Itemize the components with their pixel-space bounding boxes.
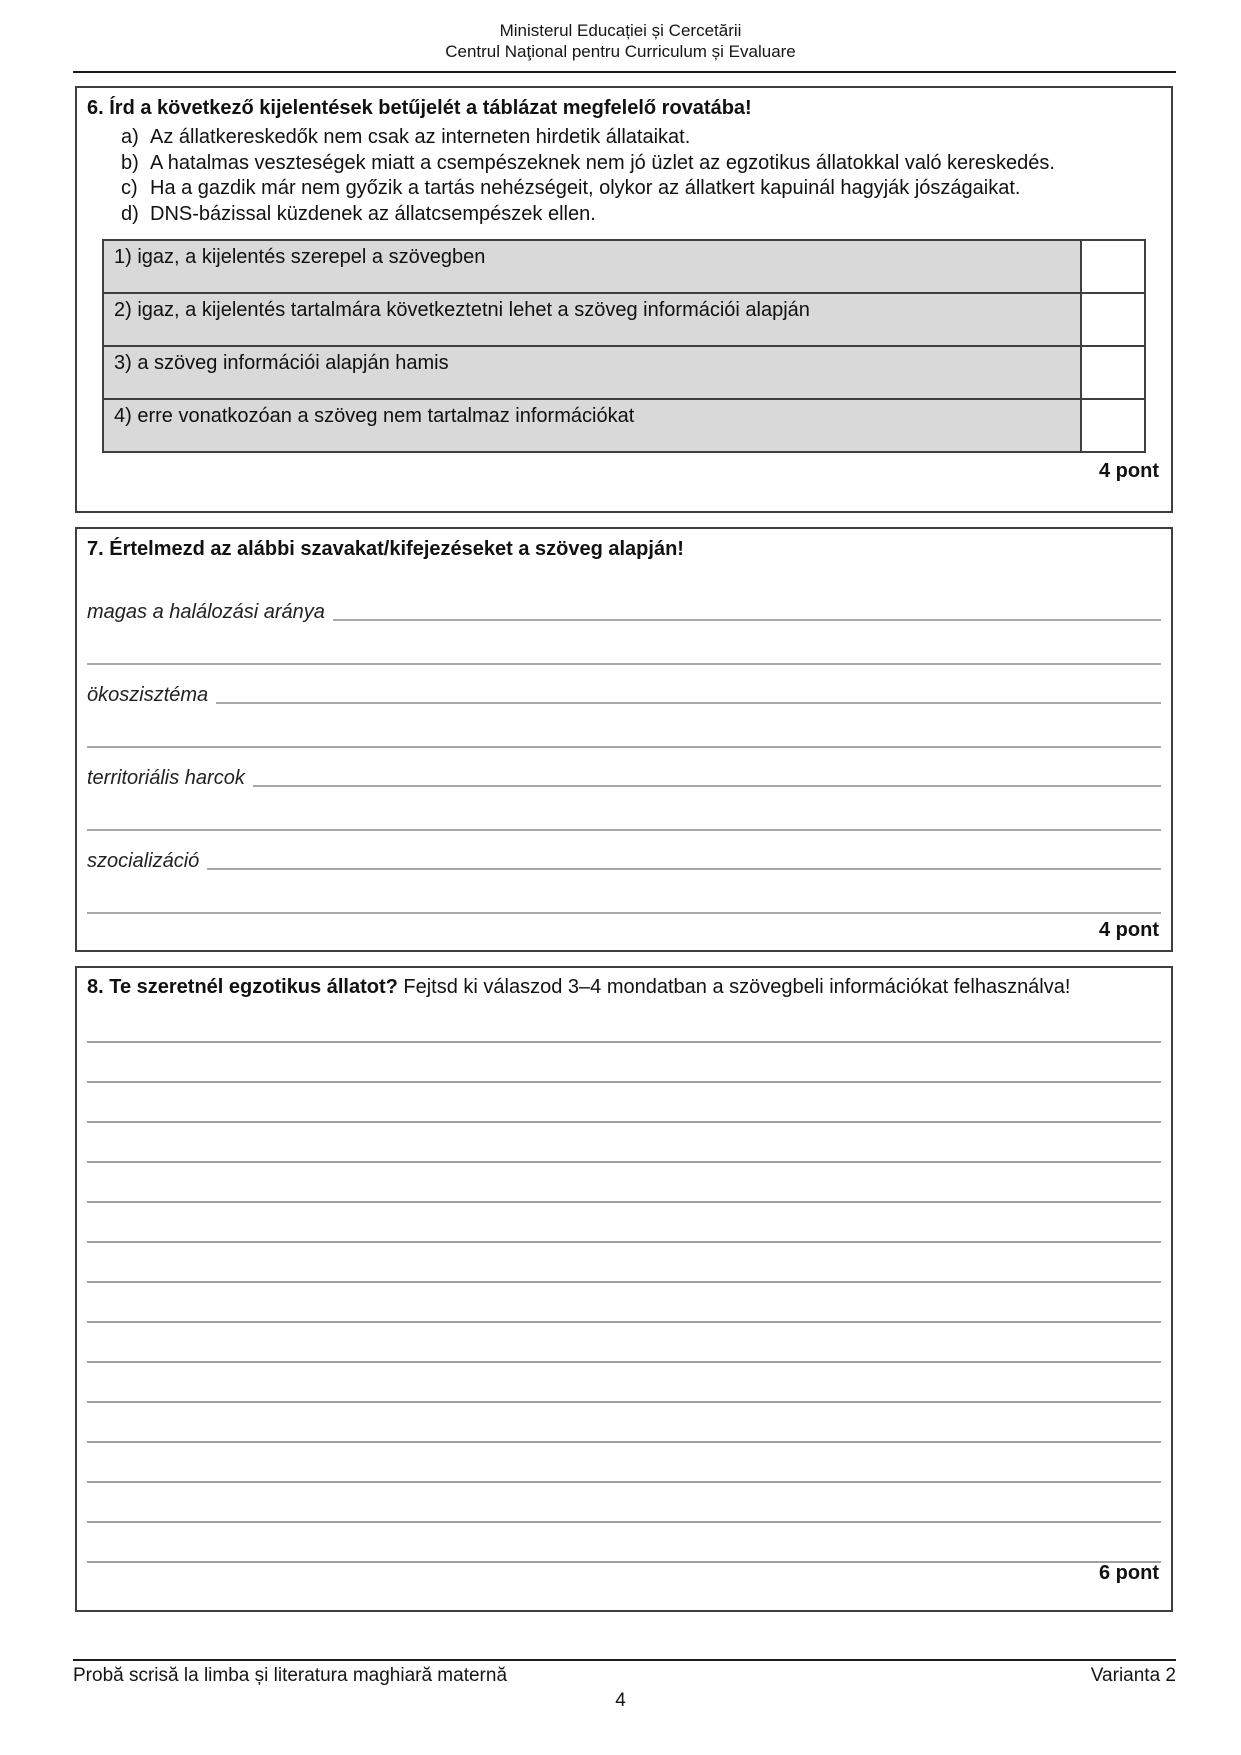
question-8-box: [75, 966, 1173, 1612]
definition-list: [87, 582, 1161, 914]
term-label: szocializáció: [87, 849, 200, 872]
writing-line[interactable]: [87, 1163, 1161, 1203]
statement-d-label: d): [121, 202, 139, 225]
statement-d-text: DNS-bázissal küzdenek az állatcsempészek ellen.: [150, 202, 596, 225]
statement-b-text: A hatalmas veszteségek miatt a csempészeknek nem jó üzlet az egzotikus állatokkal való kereskedés.: [150, 151, 1055, 174]
question-8-title: [87, 974, 1161, 1001]
row-1-answer-cell[interactable]: [1081, 240, 1145, 293]
row-2-statement: 2) igaz, a kijelentés tartalmára következtetni lehet a szöveg információi alapján: [103, 293, 1081, 346]
page-footer: [0, 1659, 1241, 1712]
writing-line[interactable]: [87, 1283, 1161, 1323]
writing-line[interactable]: [87, 1203, 1161, 1243]
term-row: [87, 582, 1161, 624]
term-row: [87, 831, 1161, 873]
row-4-statement: 4) erre vonatkozóan a szöveg nem tartalmaz információkat: [103, 399, 1081, 452]
question-6-box: [75, 86, 1173, 513]
answer-line[interactable]: [87, 790, 1161, 832]
answer-line[interactable]: [216, 702, 1161, 704]
writing-line[interactable]: [87, 1243, 1161, 1283]
question-8-points: 6 pont: [1099, 1562, 1159, 1584]
writing-line[interactable]: [87, 1043, 1161, 1083]
answer-line[interactable]: [253, 785, 1161, 787]
statement-a-text: Az állatkereskedők nem csak az interneten hirdetik állataikat.: [150, 126, 691, 148]
question-7-box: [75, 527, 1173, 952]
writing-line[interactable]: [87, 1123, 1161, 1163]
term-row: [87, 665, 1161, 707]
term-label: magas a halálozási aránya: [87, 600, 325, 623]
answer-line[interactable]: [87, 707, 1161, 749]
page-number: 4: [615, 1690, 626, 1711]
writing-line[interactable]: [87, 1003, 1161, 1043]
table-row: [103, 346, 1145, 399]
writing-line[interactable]: [87, 1403, 1161, 1443]
writing-line[interactable]: [87, 1323, 1161, 1363]
question-8-title-rest: Fejtsd ki válaszod 3–4 mondatban a szövegbeli információkat felhasználva!: [403, 976, 1071, 998]
writing-line[interactable]: [87, 1523, 1161, 1563]
statement-c: [87, 176, 1161, 202]
footer-variant: Varianta 2: [1090, 1665, 1176, 1686]
statement-c-text: Ha a gazdik már nem győzik a tartás nehézségeit, olykor az állatkert kapuinál hagyják jószágaikat.: [150, 177, 1021, 199]
term-label: territoriális harcok: [87, 766, 245, 789]
statement-d: [87, 202, 1161, 228]
writing-line[interactable]: [87, 1483, 1161, 1523]
question-7-points: 4 pont: [1099, 919, 1159, 941]
question-8-title-bold: 8. Te szeretnél egzotikus állatot?: [87, 976, 398, 998]
writing-line[interactable]: [87, 1443, 1161, 1483]
header-divider: [73, 71, 1176, 73]
question-6-title: 6. Írd a következő kijelentések betűjelét a táblázat megfelelő rovatába!: [87, 97, 752, 119]
table-row: [103, 240, 1145, 293]
row-1-statement: 1) igaz, a kijelentés szerepel a szövegben: [103, 240, 1081, 293]
row-2-answer-cell[interactable]: [1081, 293, 1145, 346]
row-3-answer-cell[interactable]: [1081, 346, 1145, 399]
answer-line[interactable]: [87, 873, 1161, 915]
writing-line[interactable]: [87, 1363, 1161, 1403]
writing-line[interactable]: [87, 1083, 1161, 1123]
table-row: [103, 399, 1145, 452]
question-7-title: 7. Értelmezd az alábbi szavakat/kifejezéseket a szöveg alapján!: [87, 538, 684, 560]
writing-area: [87, 1003, 1161, 1563]
statement-b: [87, 151, 1161, 177]
ministry-header: [0, 0, 1241, 62]
statement-c-label: c): [121, 177, 138, 199]
header-line2: Centrul Naţional pentru Curriculum și Evaluare: [445, 42, 796, 61]
answer-line[interactable]: [87, 624, 1161, 666]
question-6-points: 4 pont: [1099, 460, 1159, 482]
table-row: [103, 293, 1145, 346]
truth-table: [102, 239, 1146, 453]
footer-exam-title: Probă scrisă la limba și literatura maghiară maternă: [73, 1665, 508, 1686]
row-4-answer-cell[interactable]: [1081, 399, 1145, 452]
statement-a-label: a): [121, 126, 139, 148]
term-row: [87, 748, 1161, 790]
term-label: ökoszisztéma: [87, 683, 209, 706]
statement-a: [87, 125, 1161, 151]
answer-line[interactable]: [333, 619, 1161, 621]
answer-line[interactable]: [207, 868, 1161, 870]
header-line1: Ministerul Educației și Cercetării: [499, 21, 742, 40]
row-3-statement: 3) a szöveg információi alapján hamis: [103, 346, 1081, 399]
statement-b-label: b): [121, 151, 139, 174]
